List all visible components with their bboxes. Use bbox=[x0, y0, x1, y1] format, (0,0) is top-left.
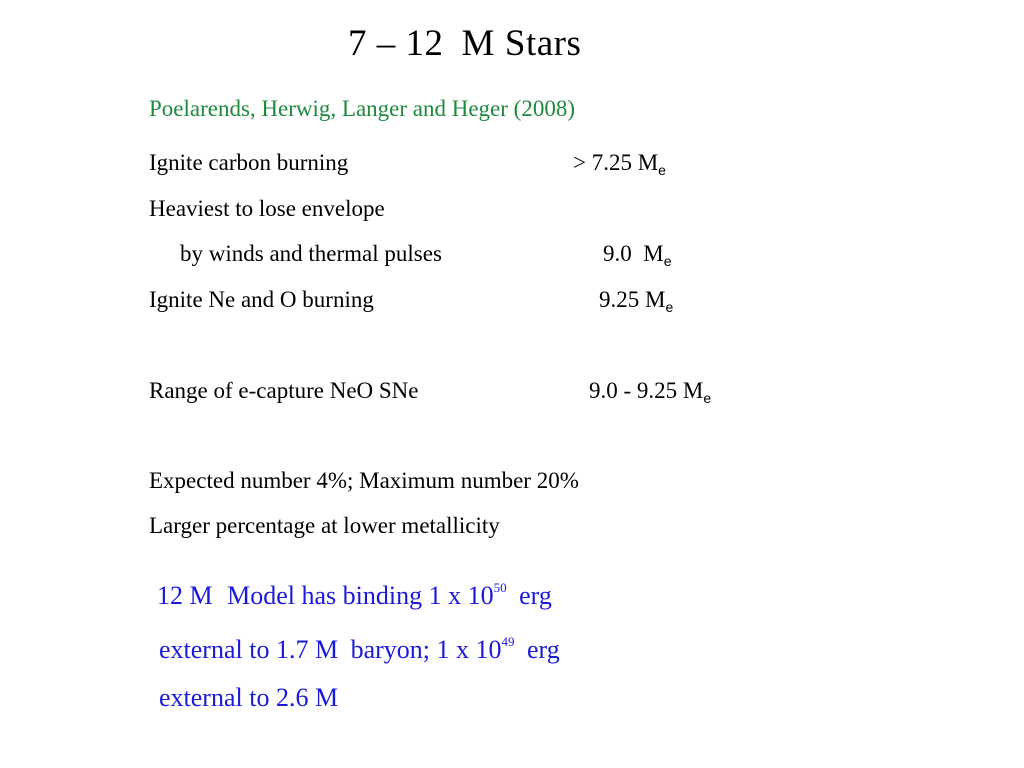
page-title bbox=[348, 22, 581, 65]
blue-line-2 bbox=[159, 634, 560, 666]
value-text: 9.0 M bbox=[603, 241, 664, 266]
row-value-winds bbox=[603, 241, 672, 269]
blue-text: external to 1.7 M bbox=[159, 635, 339, 664]
blue-line-3 bbox=[159, 683, 338, 714]
row-label-carbon: Ignite carbon burning bbox=[149, 150, 349, 175]
blue-text: baryon; 1 x 10 bbox=[350, 635, 502, 664]
value-text: 9.0 - 9.25 M bbox=[589, 378, 704, 403]
exponent: 50 bbox=[493, 580, 507, 595]
blue-line-1 bbox=[157, 580, 552, 612]
row-label-expected: Expected number 4%; Maximum number 20% bbox=[149, 468, 579, 493]
value-subscript: e bbox=[703, 390, 712, 406]
value-subscript: e bbox=[663, 253, 672, 269]
exponent: 49 bbox=[501, 634, 515, 649]
value-text: > 7.25 M bbox=[573, 150, 659, 175]
value-subscript: e bbox=[658, 162, 666, 178]
title-word: Stars bbox=[504, 23, 582, 64]
row-value-neo bbox=[599, 287, 673, 315]
row-label-ecapture: Range of e-capture NeO SNe bbox=[149, 378, 419, 403]
row-label-winds: by winds and thermal pulses bbox=[180, 241, 442, 266]
blue-text: erg bbox=[527, 635, 560, 664]
title-m: M bbox=[461, 23, 495, 64]
row-label-metallicity: Larger percentage at lower metallicity bbox=[149, 513, 500, 538]
row-value-ecapture bbox=[589, 378, 711, 406]
value-subscript: e bbox=[665, 299, 674, 315]
blue-text: Model has binding 1 x 10 bbox=[227, 581, 494, 610]
row-label-heaviest: Heaviest to lose envelope bbox=[149, 196, 385, 221]
blue-text: erg bbox=[519, 581, 552, 610]
reference-citation: Poelarends, Herwig, Langer and Heger (2008) bbox=[149, 96, 575, 121]
blue-text: external to 2.6 M bbox=[159, 683, 339, 712]
title-range: 7 – 12 bbox=[348, 23, 444, 64]
value-text: 9.25 M bbox=[599, 287, 666, 312]
row-label-neo: Ignite Ne and O burning bbox=[149, 287, 374, 312]
row-value-carbon bbox=[573, 150, 666, 178]
blue-text: 12 M bbox=[157, 581, 213, 610]
